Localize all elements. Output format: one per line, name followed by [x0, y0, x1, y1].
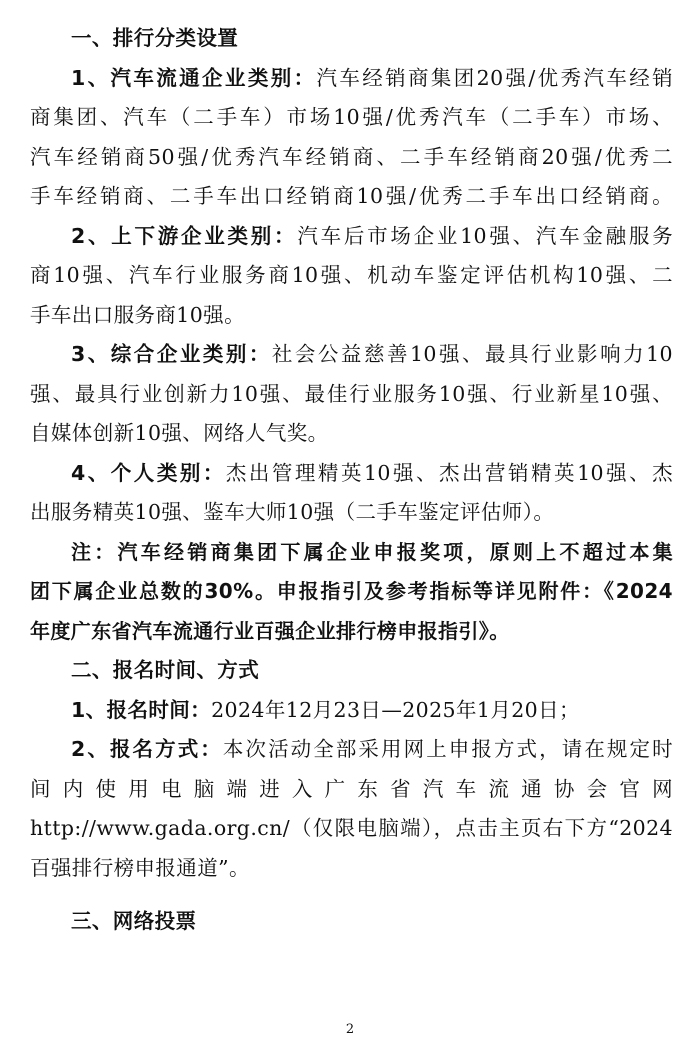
- note-line: 注：汽车经销商集团下属企业申报奖项，原则上不超过本集: [71, 539, 673, 564]
- paragraph-line: 2、报名方式：本次活动全部采用网上申报方式，请在规定时: [71, 737, 673, 761]
- paragraph-line: 间内使用电脑端进入广东省汽车流通协会官网: [30, 776, 673, 801]
- paragraph-line: 1、汽车流通企业类别：汽车经销商集团20强/优秀汽车经销: [71, 65, 673, 90]
- item-label: 2、上下游企业类别：: [71, 223, 298, 248]
- item-label: 1、报名时间：: [71, 697, 212, 722]
- item-label: 2、报名方式：: [71, 737, 223, 761]
- paragraph-line: 百强排行榜申报通道”。: [30, 855, 250, 880]
- page-number: 2: [345, 1022, 355, 1037]
- section-heading-3: 三、网络投票: [71, 909, 197, 933]
- document-body: [30, 19, 673, 942]
- paragraph-line: 强、最具行业创新力10强、最佳行业服务10强、行业新星10强、: [30, 381, 673, 406]
- paragraph-line: 手车经销商、二手车出口经销商10强/优秀二手车出口经销商。: [30, 184, 673, 208]
- item-label: 1、汽车流通企业类别：: [71, 65, 317, 90]
- paragraph-line: 4、个人类别：杰出管理精英10强、杰出营销精英10强、杰: [71, 460, 673, 485]
- note-line: 年度广东省汽车流通行业百强企业排行榜申报指引》。: [30, 618, 510, 643]
- paragraph-line: 3、综合企业类别：社会公益慈善10强、最具行业影响力10: [71, 342, 673, 366]
- paragraph-line: 手车出口服务商10强。: [30, 302, 245, 327]
- paragraph-line: 出服务精英10强、鉴车大师10强（二手车鉴定评估师）。: [30, 500, 555, 524]
- paragraph-line: 商集团、汽车（二手车）市场10强/优秀汽车（二手车）市场、: [30, 105, 673, 129]
- item-label: 3、综合企业类别：: [71, 342, 272, 366]
- section-heading-2: 二、报名时间、方式: [71, 658, 260, 682]
- paragraph-line: 1、报名时间：2024年12月23日—2025年1月20日；: [71, 697, 580, 722]
- section-heading-1: 一、排行分类设置: [71, 26, 239, 50]
- note-line: 团下属企业总数的30%。申报指引及参考指标等详见附件：《2024: [30, 579, 673, 603]
- paragraph-line: 自媒体创新10强、网络人气奖。: [30, 421, 329, 445]
- paragraph-line: 商10强、汽车行业服务商10强、机动车鉴定评估机构10强、二: [30, 263, 673, 287]
- paragraph-line: 汽车经销商50强/优秀汽车经销商、二手车经销商20强/优秀二: [30, 144, 673, 169]
- paragraph-line: 2、上下游企业类别：汽车后市场企业10强、汽车金融服务: [71, 223, 673, 248]
- url-line: http://www.gada.org.cn/（仅限电脑端），点击主页右下方“2024: [30, 816, 673, 840]
- item-label: 4、个人类别：: [71, 460, 226, 485]
